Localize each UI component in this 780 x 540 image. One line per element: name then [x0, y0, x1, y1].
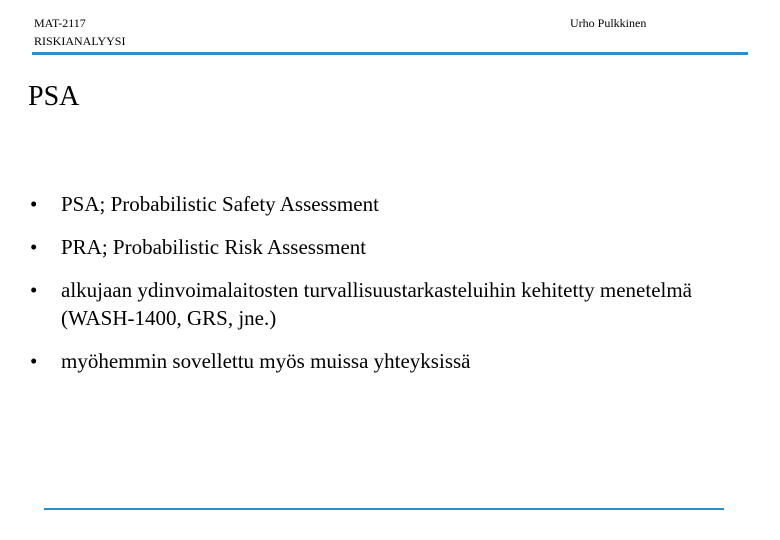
bullet-text: PRA; Probabilistic Risk Assessment — [61, 235, 367, 259]
bullet-text: myöhemmin sovellettu myös muissa yhteyksissä — [61, 349, 471, 373]
header-course — [34, 14, 125, 50]
bullet-icon: • — [30, 349, 38, 373]
bullet-item — [30, 233, 750, 261]
author-name: Urho Pulkkinen — [570, 16, 647, 30]
bullet-icon: • — [30, 278, 38, 302]
course-code: MAT-2117 — [34, 16, 86, 30]
course-name: RISKIANALYYSI — [34, 34, 126, 48]
bullet-icon: • — [30, 192, 38, 216]
slide-title: PSA — [28, 81, 80, 112]
top-divider — [32, 52, 748, 55]
bullet-item — [30, 347, 750, 375]
bullet-text: alkujaan ydinvoimalaitosten turvallisuustarkasteluihin kehitetty menetelmä (WASH-1400, GRS, jne.) — [61, 278, 693, 330]
bullet-text: PSA; Probabilistic Safety Assessment — [61, 192, 379, 216]
bullet-item — [30, 276, 750, 332]
bullet-list — [30, 190, 750, 390]
bottom-divider — [44, 508, 724, 510]
bullet-item — [30, 190, 750, 218]
bullet-icon: • — [30, 235, 38, 259]
